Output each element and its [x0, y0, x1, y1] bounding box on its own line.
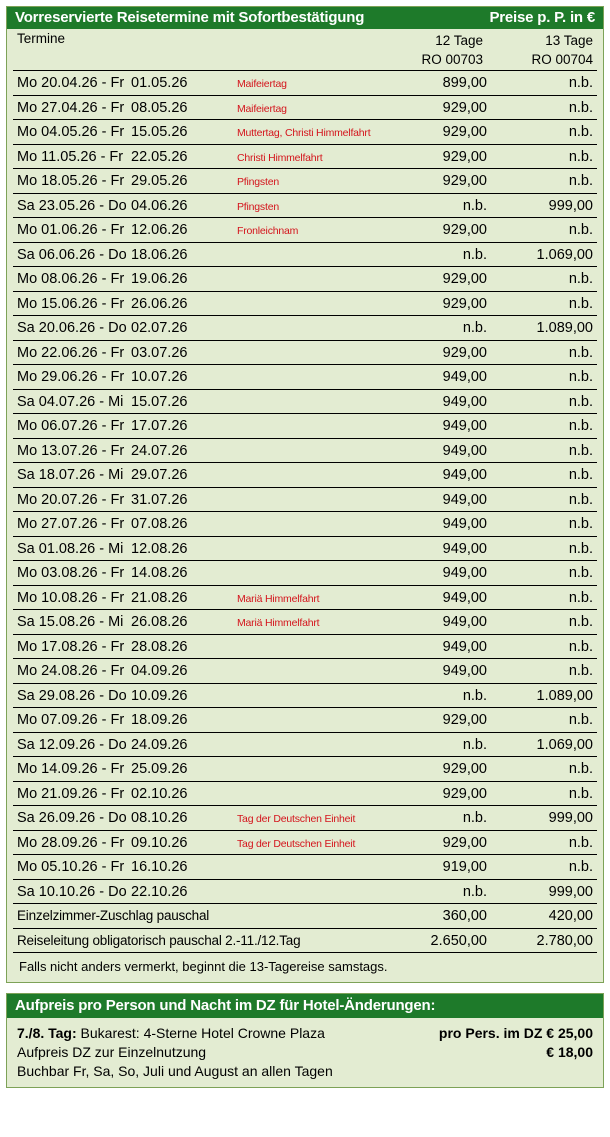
booking-note: Buchbar Fr, Sa, So, Juli und August an allen Tagen: [17, 1063, 333, 1079]
price-12-tage: 949,00: [442, 442, 487, 459]
date-start: Mo 08.06.26 - Fr: [17, 271, 125, 287]
col-12-duration: 12 Tage: [435, 33, 483, 48]
date-start: Mo 22.06.26 - Fr: [17, 344, 125, 361]
date-start: Sa 12.09.26 - Do: [17, 736, 127, 753]
holiday-note: Tag der Deutschen Einheit: [237, 837, 356, 850]
table-row: [13, 561, 597, 586]
surcharge-label: Einzelzimmer-Zuschlag pauschal: [17, 908, 210, 923]
hotel-name: Bukarest: 4-Sterne Hotel Crowne Plaza: [76, 1025, 325, 1041]
date-start: Mo 15.06.26 - Fr: [17, 295, 125, 312]
table-row: [13, 586, 597, 611]
holiday-note: Maifeiertag: [237, 102, 287, 115]
date-start: Sa 26.09.26 - Do: [17, 810, 127, 826]
date-start: Sa 29.08.26 - Do: [17, 687, 127, 704]
price-note: Preise p. P. in €: [489, 9, 595, 26]
price-12-tage: n.b.: [462, 320, 487, 336]
date-end: 28.08.26: [131, 638, 188, 655]
dates-table-header-bar: [7, 7, 603, 29]
table-row: [13, 267, 597, 292]
price-12-tage: 929,00: [442, 99, 487, 116]
price-13-tage: n.b.: [568, 491, 593, 508]
price-13-tage: n.b.: [568, 369, 593, 385]
price-13-tage: 999,00: [548, 810, 593, 826]
price-13-tage: n.b.: [568, 418, 593, 434]
table-row: [13, 488, 597, 513]
table-row: [13, 880, 597, 905]
price-12-tage: 929,00: [442, 222, 487, 238]
date-end: 21.08.26: [131, 589, 188, 606]
price-12-tage: n.b.: [462, 687, 487, 704]
price-12-tage: 949,00: [442, 614, 487, 630]
table-row: [13, 512, 597, 537]
price-13-tage: n.b.: [568, 614, 593, 630]
table-row: [13, 96, 597, 121]
price-12-tage: 929,00: [442, 173, 487, 189]
col-13-duration: 13 Tage: [545, 33, 593, 48]
price-13-tage: n.b.: [568, 148, 593, 165]
table-row: [13, 659, 597, 684]
date-start: Mo 10.08.26 - Fr: [17, 589, 125, 606]
price-13-tage: n.b.: [568, 540, 593, 557]
table-row: [13, 463, 597, 488]
price-13-tage: n.b.: [568, 663, 593, 679]
table-row: [13, 414, 597, 439]
date-start: Sa 18.07.26 - Mi: [17, 467, 124, 483]
date-end: 26.06.26: [131, 295, 188, 312]
date-end: 04.09.26: [131, 663, 188, 679]
price-13-tage: n.b.: [568, 393, 593, 410]
date-end: 01.05.26: [131, 75, 188, 91]
price-13-tage: n.b.: [568, 467, 593, 483]
price-13-tage: n.b.: [568, 222, 593, 238]
price-12-tage: 929,00: [442, 712, 487, 728]
table-row: [13, 243, 597, 268]
date-start: Mo 21.09.26 - Fr: [17, 785, 125, 802]
date-end: 18.09.26: [131, 712, 188, 728]
date-start: Mo 28.09.26 - Fr: [17, 834, 125, 851]
col-termine: Termine: [17, 31, 66, 46]
date-end: 07.08.26: [131, 516, 188, 532]
price-13-tage: n.b.: [568, 638, 593, 655]
price-12-tage: 899,00: [442, 75, 487, 91]
price-12-tage: 949,00: [442, 663, 487, 679]
date-end: 15.05.26: [131, 124, 188, 140]
date-end: 18.06.26: [131, 246, 188, 263]
price-12-tage: n.b.: [462, 736, 487, 753]
date-end: 22.10.26: [131, 883, 188, 900]
price-12-tage: 929,00: [442, 124, 487, 140]
col-13-tage: [531, 31, 593, 69]
surcharge-row: [13, 929, 597, 954]
hotel-header-bar: [7, 994, 603, 1018]
date-end: 24.09.26: [131, 736, 188, 753]
date-end: 22.05.26: [131, 148, 188, 165]
hotel-day-label: 7./8. Tag:: [17, 1025, 77, 1041]
holiday-note: Tag der Deutschen Einheit: [237, 813, 356, 825]
price-12-tage: 919,00: [442, 859, 487, 875]
date-start: Mo 04.05.26 - Fr: [17, 124, 125, 140]
price-13-tage: 1.069,00: [536, 246, 593, 263]
date-start: Mo 29.06.26 - Fr: [17, 369, 125, 385]
price-13-tage: n.b.: [568, 442, 593, 459]
dates-table-panel: [6, 6, 604, 983]
surcharge-row: [13, 904, 597, 929]
date-end: 29.05.26: [131, 173, 188, 189]
table-row: [13, 145, 597, 170]
date-end: 16.10.26: [131, 859, 188, 875]
date-start: Mo 18.05.26 - Fr: [17, 173, 125, 189]
price-12-tage: 929,00: [442, 761, 487, 777]
table-row: [13, 610, 597, 635]
price-13-tage: 1.069,00: [536, 736, 593, 753]
table-row: [13, 120, 597, 145]
hotel-surcharge-panel: [6, 993, 604, 1088]
price-12-tage: 949,00: [442, 418, 487, 434]
date-end: 12.06.26: [131, 222, 188, 238]
holiday-note: Mariä Himmelfahrt: [237, 617, 320, 629]
price-13-tage: 999,00: [548, 883, 593, 900]
table-row: [13, 537, 597, 562]
price-12-tage: 949,00: [442, 540, 487, 557]
column-header: [7, 29, 603, 71]
date-end: 10.09.26: [131, 687, 188, 704]
col-12-tage: [421, 31, 483, 69]
hotel-line-1: [17, 1024, 593, 1043]
single-use-label: Aufpreis DZ zur Einzelnutzung: [17, 1044, 207, 1060]
price-12-tage: 929,00: [442, 785, 487, 802]
date-end: 19.06.26: [131, 271, 188, 287]
hotel-line-2: [17, 1043, 593, 1062]
date-end: 31.07.26: [131, 491, 188, 508]
date-start: Mo 03.08.26 - Fr: [17, 565, 125, 581]
price-12-tage: 929,00: [442, 834, 487, 851]
table-row: [13, 782, 597, 807]
date-start: Mo 01.06.26 - Fr: [17, 222, 125, 238]
date-start: Mo 27.07.26 - Fr: [17, 516, 125, 532]
date-start: Mo 20.04.26 - Fr: [17, 75, 125, 91]
table-row: [13, 757, 597, 782]
price-12-tage: 929,00: [442, 344, 487, 361]
price-12-tage: n.b.: [462, 246, 487, 263]
single-use-price: € 18,00: [546, 1044, 593, 1060]
date-start: Sa 15.08.26 - Mi: [17, 614, 124, 630]
price-13-tage: 999,00: [548, 197, 593, 214]
price-12-tage: 949,00: [442, 369, 487, 385]
price-12-tage: 949,00: [442, 589, 487, 606]
price-13-tage: n.b.: [568, 173, 593, 189]
price-12-tage: 949,00: [442, 638, 487, 655]
holiday-note: Christi Himmelfahrt: [237, 151, 323, 164]
price-13-tage: n.b.: [568, 75, 593, 91]
date-end: 02.10.26: [131, 785, 188, 802]
date-start: Mo 27.04.26 - Fr: [17, 99, 125, 116]
date-end: 24.07.26: [131, 442, 188, 459]
price-12-tage: n.b.: [462, 810, 487, 826]
date-end: 03.07.26: [131, 344, 188, 361]
hotel-line-3: [17, 1062, 593, 1081]
price-13-tage: n.b.: [568, 834, 593, 851]
price-12-tage: 949,00: [442, 467, 487, 483]
holiday-note: Pfingsten: [237, 176, 279, 188]
table-row: [13, 855, 597, 880]
price-12-tage: 949,00: [442, 565, 487, 581]
date-end: 02.07.26: [131, 320, 188, 336]
date-start: Mo 24.08.26 - Fr: [17, 663, 125, 679]
date-end: 04.06.26: [131, 197, 188, 214]
table-row: [13, 439, 597, 464]
table-row: [13, 708, 597, 733]
surcharge-12-tage: 2.650,00: [430, 932, 487, 949]
price-12-tage: n.b.: [462, 197, 487, 214]
table-row: [13, 169, 597, 194]
surcharge-12-tage: 360,00: [442, 908, 487, 924]
price-12-tage: 949,00: [442, 491, 487, 508]
date-start: Sa 10.10.26 - Do: [17, 883, 127, 900]
date-start: Sa 04.07.26 - Mi: [17, 393, 124, 410]
table-row: [13, 733, 597, 758]
col-12-code: RO 00703: [421, 52, 483, 67]
date-start: Mo 11.05.26 - Fr: [17, 148, 124, 165]
hotel-price-dz: pro Pers. im DZ € 25,00: [438, 1025, 593, 1041]
price-13-tage: n.b.: [568, 589, 593, 606]
dates-table-title: Vorreservierte Reisetermine mit Sofortbestätigung: [15, 9, 365, 26]
price-12-tage: 949,00: [442, 393, 487, 410]
price-13-tage: 1.089,00: [536, 687, 593, 704]
price-13-tage: n.b.: [568, 761, 593, 777]
price-13-tage: n.b.: [568, 344, 593, 361]
date-start: Sa 20.06.26 - Do: [17, 320, 127, 336]
date-start: Mo 13.07.26 - Fr: [17, 442, 125, 459]
table-row: [13, 831, 597, 856]
holiday-note: Maifeiertag: [237, 78, 287, 90]
price-13-tage: n.b.: [568, 859, 593, 875]
price-13-tage: n.b.: [568, 516, 593, 532]
date-end: 10.07.26: [131, 369, 188, 385]
date-start: Sa 06.06.26 - Do: [17, 246, 127, 263]
price-13-tage: n.b.: [568, 565, 593, 581]
holiday-note: Pfingsten: [237, 200, 279, 213]
table-row: [13, 806, 597, 831]
price-12-tage: n.b.: [462, 883, 487, 900]
date-end: 14.08.26: [131, 565, 188, 581]
table-row: [13, 635, 597, 660]
price-12-tage: 929,00: [442, 148, 487, 165]
date-start: Sa 23.05.26 - Do: [17, 197, 127, 214]
date-rows: [7, 71, 603, 904]
date-end: 25.09.26: [131, 761, 188, 777]
price-13-tage: n.b.: [568, 99, 593, 116]
price-12-tage: 929,00: [442, 295, 487, 312]
footnote: Falls nicht anders vermerkt, beginnt die 13-Tagereise samstags.: [19, 959, 388, 974]
table-row: [13, 292, 597, 317]
date-start: Mo 14.09.26 - Fr: [17, 761, 125, 777]
table-row: [13, 684, 597, 709]
date-end: 15.07.26: [131, 393, 188, 410]
surcharge-13-tage: 2.780,00: [536, 932, 593, 949]
date-start: Mo 20.07.26 - Fr: [17, 491, 125, 508]
price-12-tage: 949,00: [442, 516, 487, 532]
surcharge-13-tage: 420,00: [548, 908, 593, 924]
date-start: Mo 07.09.26 - Fr: [17, 712, 125, 728]
price-13-tage: n.b.: [568, 785, 593, 802]
table-row: [13, 365, 597, 390]
date-start: Mo 17.08.26 - Fr: [17, 638, 125, 655]
price-13-tage: n.b.: [568, 712, 593, 728]
date-start: Mo 05.10.26 - Fr: [17, 859, 125, 875]
hotel-title: Aufpreis pro Person und Nacht im DZ für Hotel-Änderungen:: [15, 997, 436, 1014]
surcharge-label: Reiseleitung obligatorisch pauschal 2.-11./12.Tag: [17, 932, 301, 948]
date-start: Mo 06.07.26 - Fr: [17, 418, 125, 434]
table-row: [13, 194, 597, 219]
price-13-tage: n.b.: [568, 124, 593, 140]
price-13-tage: 1.089,00: [536, 320, 593, 336]
table-row: [13, 390, 597, 415]
table-row: [13, 316, 597, 341]
date-start: Sa 01.08.26 - Mi: [17, 540, 124, 557]
table-row: [13, 341, 597, 366]
date-end: 26.08.26: [131, 614, 188, 630]
price-13-tage: n.b.: [568, 271, 593, 287]
date-end: 29.07.26: [131, 467, 188, 483]
price-13-tage: n.b.: [568, 295, 593, 312]
date-end: 12.08.26: [131, 540, 188, 557]
holiday-note: Fronleichnam: [237, 225, 299, 237]
surcharge-rows: [7, 904, 603, 953]
date-end: 08.05.26: [131, 99, 188, 116]
holiday-note: Mariä Himmelfahrt: [237, 592, 320, 605]
col-13-code: RO 00704: [531, 52, 593, 67]
date-end: 09.10.26: [131, 834, 188, 851]
table-row: [13, 218, 597, 243]
price-12-tage: 929,00: [442, 271, 487, 287]
table-row: [13, 71, 597, 96]
date-end: 08.10.26: [131, 810, 188, 826]
date-end: 17.07.26: [131, 418, 188, 434]
holiday-note: Muttertag, Christi Himmelfahrt: [237, 127, 371, 139]
